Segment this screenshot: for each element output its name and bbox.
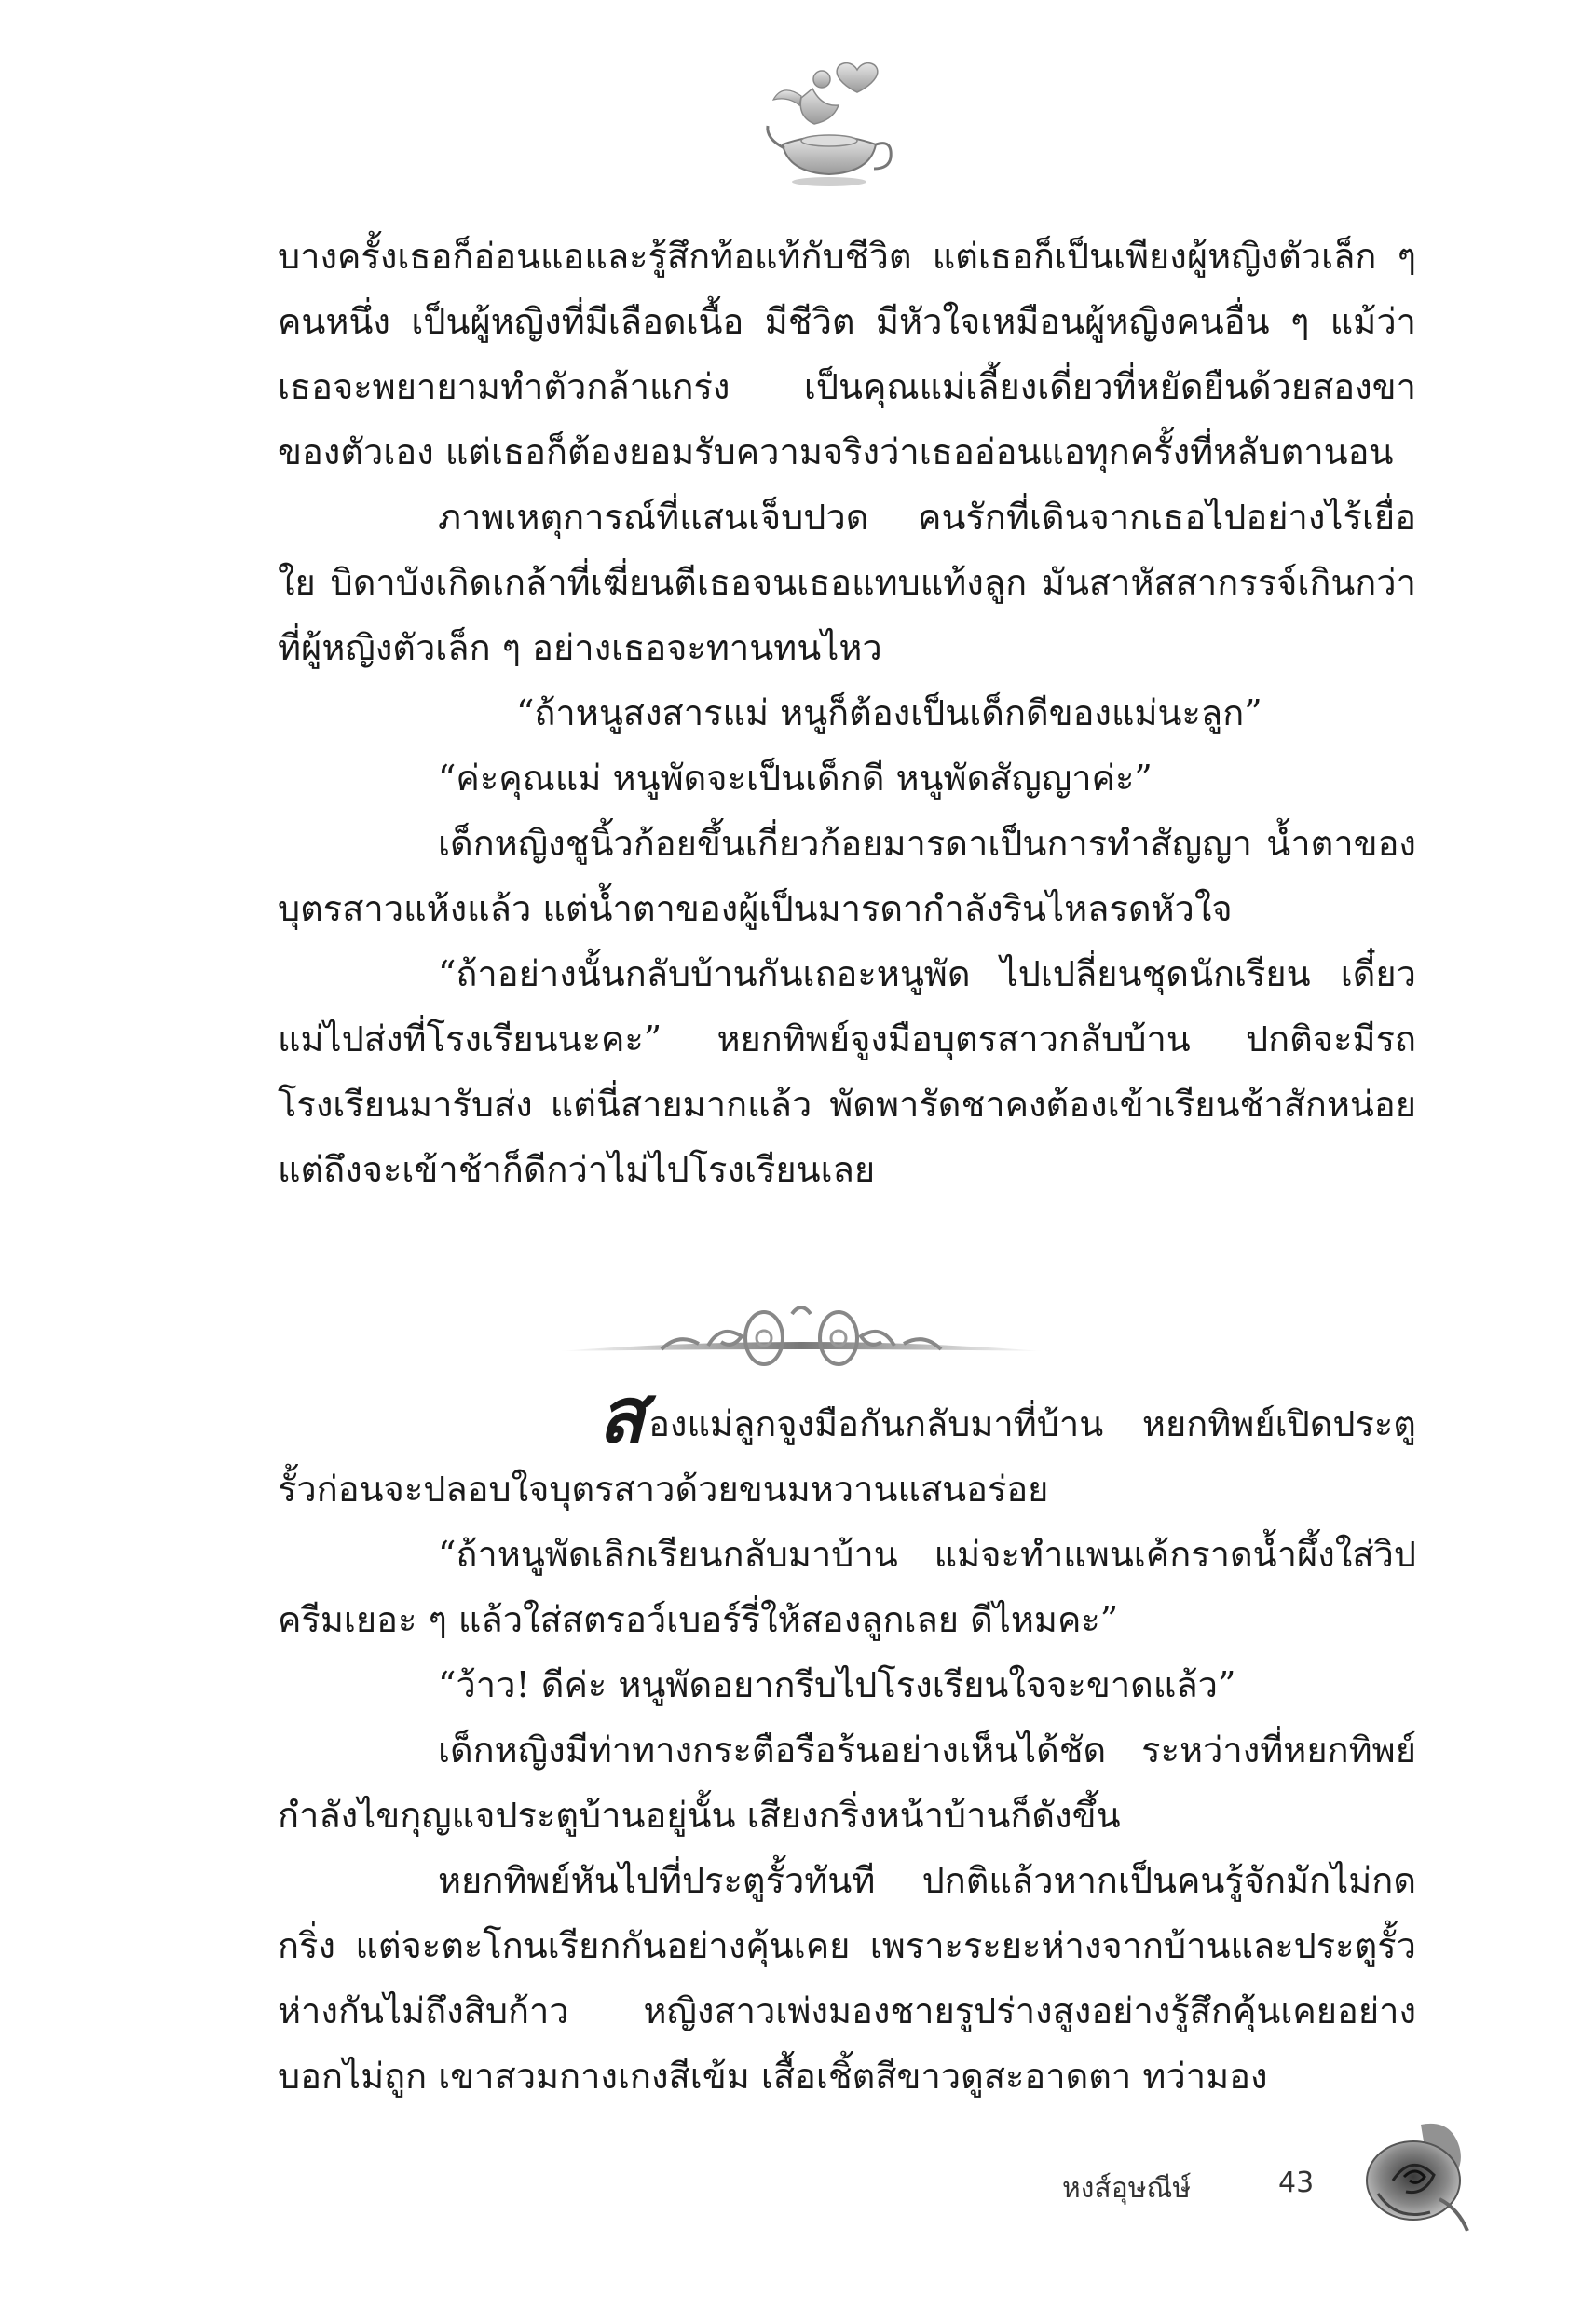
paragraph-with-dropcap xyxy=(278,1372,1416,1522)
dialogue-line: “ถ้าหนูพัดเลิกเรียนกลับมาบ้าน แม่จะทำแพนเค้กราดน้ำผึ้งใส่วิปครีมเยอะ ๆ แล้วใส่สตรอว์เบอร์รี่ให้สองลูกเลย ดีไหมคะ” xyxy=(278,1534,1416,1640)
body-text-section-2 xyxy=(278,1372,1416,2109)
footer-author-name: หงส์อุษณีษ์ xyxy=(1062,2172,1192,2205)
page-number: 43 xyxy=(1278,2167,1315,2199)
paragraph: “ถ้าอย่างนั้นกลับบ้านกันเถอะหนูพัด ไปเปลี่ยนชุดนักเรียน เดี๋ยวแม่ไปส่งที่โรงเรียนนะคะ” หยกทิพย์จูงมือบุตรสาวกลับบ้าน ปกติจะมีรถโรงเรียนมารับส่ง แต่นี่สายมากแล้ว พัดพารัดชาคงต้องเข้าเรียนช้าสักหน่อย แต่ถึงจะเข้าช้าก็ดีกว่าไม่ไปโรงเรียนเลย xyxy=(278,953,1416,1190)
drop-cap: ส xyxy=(598,1372,646,1460)
rose-icon xyxy=(1356,2115,1477,2236)
paragraph: เด็กหญิงมีท่าทางกระตือรือร้นอย่างเห็นได้ชัด ระหว่างที่หยกทิพย์กำลังไขกุญแจประตูบ้านอยู่นั้น เสียงกริ่งหน้าบ้านก็ดังขึ้น xyxy=(278,1730,1416,1836)
paragraph: ภาพเหตุการณ์ที่แสนเจ็บปวด คนรักที่เดินจากเธอไปอย่างไร้เยื่อใย บิดาบังเกิดเกล้าที่เฆี่ยนตีเธอจนเธอแทบแท้งลูก มันสาหัสสากรรจ์เกินกว่าที่ผู้หญิงตัวเล็ก ๆ อย่างเธอจะทานทนไหว xyxy=(278,497,1416,668)
paragraph: หยกทิพย์หันไปที่ประตูรั้วทันที ปกติแล้วหากเป็นคนรู้จักมักไม่กดกริ่ง แต่จะตะโกนเรียกกันอย่างคุ้นเคย เพราะระยะห่างจากบ้านและประตูรั้วห่างกันไม่ถึงสิบก้าว หญิงสาวเพ่งมองชายรูปร่างสูงอย่างรู้สึกคุ้นเคยอย่างบอกไม่ถูก เขาสวมกางเกงสีเข้ม เสื้อเชิ้ตสีขาวดูสะอาดตา ทว่ามอง xyxy=(278,1860,1416,2097)
teapot-cupid-ornament-icon xyxy=(764,51,894,191)
dialogue-line: “ค่ะคุณแม่ หนูพัดจะเป็นเด็กดี หนูพัดสัญญาค่ะ” xyxy=(438,758,1153,799)
paragraph-text: องแม่ลูกจูงมือกันกลับมาที่บ้าน หยกทิพย์เปิดประตูรั้วก่อนจะปลอบใจบุตรสาวด้วยขนมหวานแสนอร่อย xyxy=(278,1403,1416,1510)
dialogue-line: “ถ้าหนูสงสารแม่ หนูก็ต้องเป็นเด็กดีของแม่นะลูก” xyxy=(516,692,1262,733)
body-text-section-1 xyxy=(278,224,1416,1202)
scroll-flourish-divider-icon xyxy=(559,1295,1044,1379)
paragraph: บางครั้งเธอก็อ่อนแอและรู้สึกท้อแท้กับชีวิต แต่เธอก็เป็นเพียงผู้หญิงตัวเล็ก ๆ คนหนึ่ง เป็นผู้หญิงที่มีเลือดเนื้อ มีชีวิต มีหัวใจเหมือนผู้หญิงคนอื่น ๆ แม้ว่าเธอจะพยายามทำตัวกล้าแกร่ง เป็นคุณแม่เลี้ยงเดี่ยวที่หยัดยืนด้วยสองขาของตัวเอง แต่เธอก็ต้องยอมรับความจริงว่าเธออ่อนแอทุกครั้งที่หลับตานอน xyxy=(278,236,1416,472)
paragraph: เด็กหญิงชูนิ้วก้อยขึ้นเกี่ยวก้อยมารดาเป็นการทำสัญญา น้ำตาของบุตรสาวแห้งแล้ว แต่น้ำตาของผู้เป็นมารดากำลังรินไหลรดหัวใจ xyxy=(278,823,1416,929)
dialogue-line: “ว้าว! ดีค่ะ หนูพัดอยากรีบไปโรงเรียนใจจะขาดแล้ว” xyxy=(438,1664,1236,1705)
